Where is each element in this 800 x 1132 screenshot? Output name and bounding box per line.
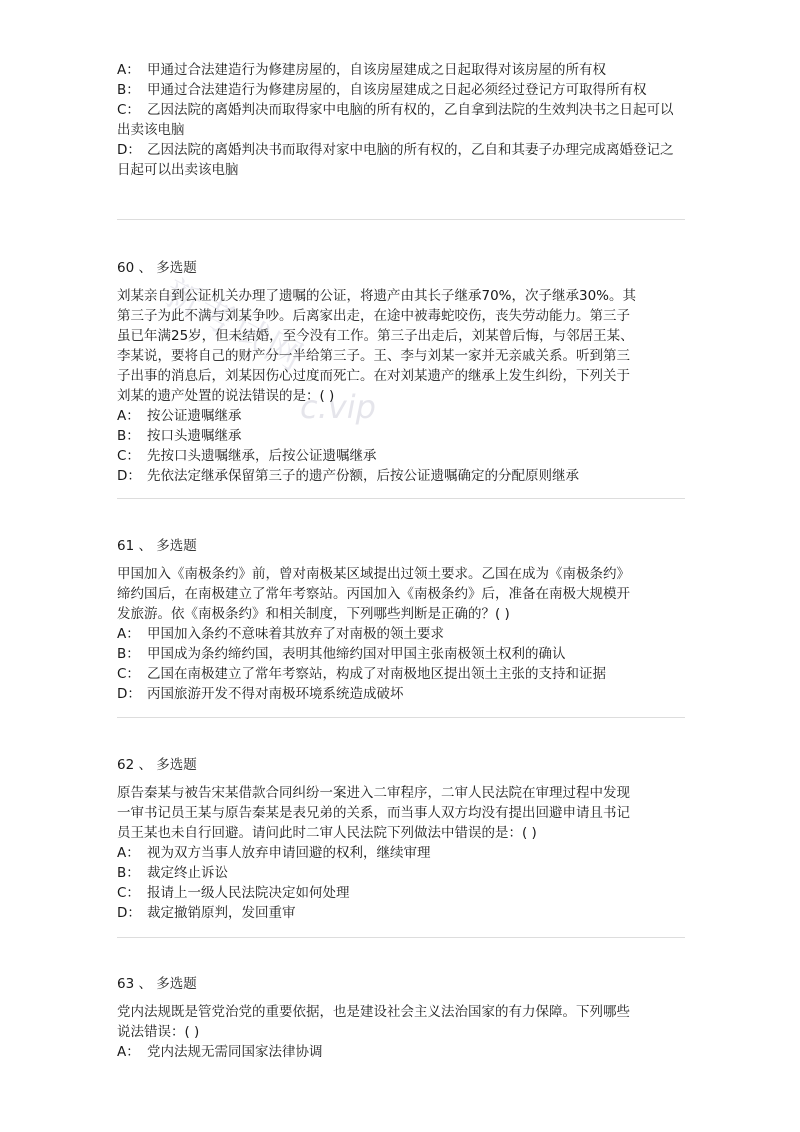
divider [117,717,685,718]
option-a [117,406,685,426]
option-text: 按公证遗嘱继承 [147,408,242,424]
watermark-text: 新考试网 [156,272,311,380]
option-text: 按口头遗嘱继承 [147,428,242,444]
option-b [117,80,685,100]
option-letter: A： [117,62,140,78]
question-stem-line: 员王某也未自行回避。请问此时二审人民法院下列做法中错误的是：( ) [117,825,537,841]
question-header: 62 、 多选题 [117,757,197,773]
option-letter: B： [117,82,140,98]
option-letter: A： [117,1044,140,1060]
question-60 [117,258,685,486]
option-d [117,903,685,923]
option-b [117,426,685,446]
question-stem-line: 子出事的消息后，刘某因伤心过度而死亡。在对刘某遗产的继承上发生纠纷，下列关于 [117,368,630,384]
option-d [117,140,685,180]
option-text: 先依法定继承保留第三子的遗产份额，后按公证遗嘱确定的分配原则继承 [147,468,579,484]
option-text: 党内法规无需同国家法律协调 [147,1044,323,1060]
question-stem-line: 李某说，要将自己的财产分一半给第三子。王、李与刘某一家并无亲戚关系。听到第三 [117,348,630,364]
option-b [117,863,685,883]
question-stem-line: 刘某亲自到公证机关办理了遗嘱的公证，将遗产由其长子继承70%，次子继承30%。其 [117,288,637,304]
option-letter: D： [117,686,141,702]
option-c [117,883,685,903]
question-stem-line: 刘某的遗产处置的说法错误的是：( ) [117,388,335,404]
question-header: 63 、 多选题 [117,976,197,992]
question-stem-line: 第三子为此不满与刘某争吵。后离家出走，在途中被毒蛇咬伤，丧失劳动能力。第三子 [117,308,630,324]
option-text: 乙因法院的离婚判决书而取得对家中电脑的所有权的，乙自和其妻子办理完成离婚登记之日起可以出卖该电脑 [117,142,674,178]
option-text: 乙国在南极建立了常年考察站，构成了对南极地区提出领土主张的支持和证据 [147,666,606,682]
option-d [117,684,685,704]
option-c [117,100,685,140]
option-letter: D： [117,905,141,921]
option-letter: A： [117,408,140,424]
option-letter: C： [117,885,140,901]
option-d [117,466,685,486]
question-stem-line: 党内法规既是管党治党的重要依据，也是建设社会主义法治国家的有力保障。下列哪些 [117,1004,630,1020]
option-a [117,60,685,80]
watermark-domain: c.vip [300,388,376,426]
question-stem-line: 原告秦某与被告宋某借款合同纠纷一案进入二审程序，二审人民法院在审理过程中发现 [117,785,630,801]
question-header: 61 、 多选题 [117,538,197,554]
question-59-options [117,60,685,180]
question-stem-line: 一审书记员王某与原告秦某是表兄弟的关系，而当事人双方均没有提出回避申请且书记 [117,805,630,821]
option-text: 甲国加入条约不意味着其放弃了对南极的领土要求 [147,626,444,642]
question-stem-line: 说法错误：( ) [117,1024,200,1040]
option-text: 视为双方当事人放弃申请回避的权利，继续审理 [147,845,431,861]
option-b [117,644,685,664]
option-text: 甲国成为条约缔约国，表明其他缔约国对甲国主张南极领土权利的确认 [147,646,566,662]
option-text: 先按口头遗嘱继承，后按公证遗嘱继承 [147,448,377,464]
option-text: 裁定撤销原判，发回重审 [147,905,296,921]
option-a [117,1042,685,1062]
option-text: 丙国旅游开发不得对南极环境系统造成破坏 [147,686,404,702]
option-letter: D： [117,142,141,158]
option-letter: B： [117,428,140,444]
divider [117,937,685,938]
question-61 [117,536,685,704]
option-letter: C： [117,102,140,118]
question-stem-line: 缔约国后，在南极建立了常年考察站。丙国加入《南极条约》后，准备在南极大规模开 [117,586,630,602]
option-c [117,446,685,466]
option-text: 甲通过合法建造行为修建房屋的，自该房屋建成之日起必须经过登记方可取得所有权 [147,82,647,98]
option-c [117,664,685,684]
question-63 [117,974,685,1062]
option-letter: A： [117,626,140,642]
divider [117,498,685,499]
option-text: 报请上一级人民法院决定如何处理 [147,885,350,901]
option-text: 乙因法院的离婚判决而取得家中电脑的所有权的，乙自拿到法院的生效判决书之日起可以出卖该电脑 [117,102,674,138]
option-letter: B： [117,865,140,881]
option-text: 裁定终止诉讼 [147,865,228,881]
question-header: 60 、 多选题 [117,260,197,276]
option-letter: C： [117,448,140,464]
option-letter: B： [117,646,140,662]
option-letter: A： [117,845,140,861]
option-text: 甲通过合法建造行为修建房屋的，自该房屋建成之日起取得对该房屋的所有权 [147,62,606,78]
option-a [117,624,685,644]
option-a [117,843,685,863]
question-stem-line: 虽已年满25岁，但未结婚，至今没有工作。第三子出走后，刘某曾后悔，与邻居王某、 [117,328,634,344]
option-letter: D： [117,468,141,484]
divider [117,219,685,220]
question-stem-line: 甲国加入《南极条约》前，曾对南极某区域提出过领土要求。乙国在成为《南极条约》 [117,566,630,582]
question-stem-line: 发旅游。依《南极条约》和相关制度，下列哪些判断是正确的？( ) [117,606,510,622]
question-62 [117,755,685,923]
option-letter: C： [117,666,140,682]
